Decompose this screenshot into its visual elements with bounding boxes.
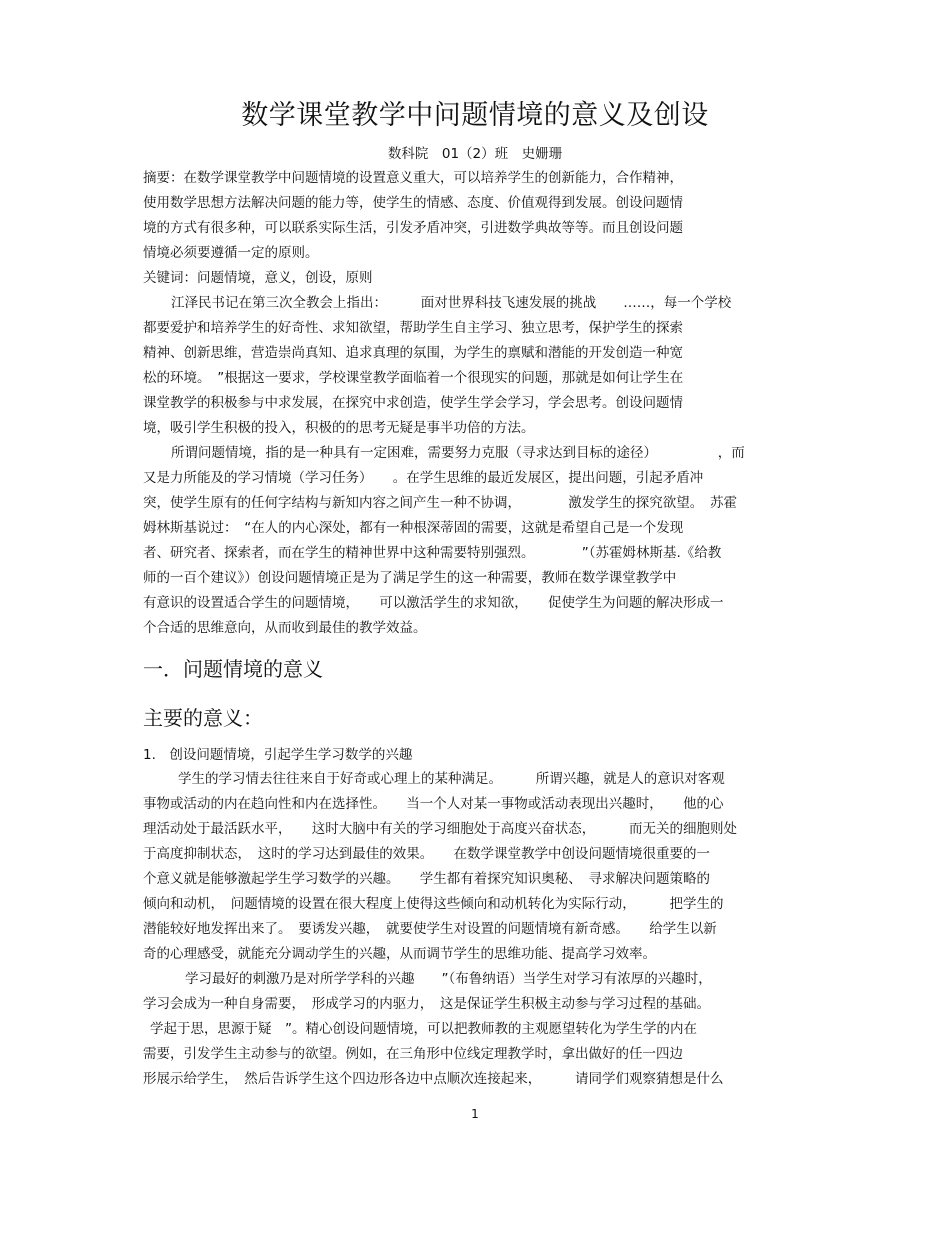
list-item-1-title: 1. 创设问题情境，引起学生学习数学的兴趣 — [143, 747, 413, 763]
paragraph-3-line-5: 个意义就是能够激起学生学习数学的兴趣。 学生都有着探究知识奥秘、 寻求解决问题策略的 — [143, 871, 710, 887]
paragraph-4-line-3: 学起于思，思源于疑 ”。精心创设问题情境，可以把教师教的主观愿望转化为学生学的内在 — [150, 1021, 697, 1037]
paragraph-3-line-1: 学生的学习情去往往来自于好奇或心理上的某种满足。 所谓兴趣，就是人的意识对客观 — [178, 771, 725, 787]
paragraph-4-line-4: 需要，引发学生主动参与的欲望。例如，在三角形中位线定理教学时，拿出做好的任一四边 — [143, 1046, 683, 1062]
abstract-line-4: 情境必须要遵循一定的原则。 — [143, 245, 319, 261]
paragraph-1-line-5: 课堂教学的积极参与中求发展，在探究中求创造，使学生学会学习，学会思考。创设问题情 — [143, 395, 683, 411]
paragraph-3-line-6: 倾向和动机， 问题情境的设置在很大程度上使得这些倾向和动机转化为实际行动， 把学生的 — [143, 896, 724, 912]
paragraph-3-line-3: 理活动处于最活跃水平， 这时大脑中有关的学习细胞处于高度兴奋状态， 而无关的细胞则处 — [143, 821, 737, 837]
paragraph-4-line-1: 学习最好的刺激乃是对所学学科的兴趣 ”（布鲁纳语）当学生对学习有浓厚的兴趣时， — [185, 971, 712, 987]
abstract-line-3: 境的方式有很多种，可以联系实际生活，引发矛盾冲突，引进数学典故等等。而且创设问题 — [143, 220, 683, 236]
paragraph-1-line-2: 都要爱护和培养学生的好奇性、求知欲望，帮助学生自主学习、独立思考，保护学生的探索 — [143, 320, 683, 336]
author-line: 数科院 01（2）班 史姗珊 — [387, 146, 563, 162]
paragraph-1-line-4: 松的环境。 ”根据这一要求，学校课堂教学面临着一个很现实的问题，那就是如何让学生在 — [143, 370, 684, 386]
abstract-line-1: 摘要：在数学课堂教学中问题情境的设置意义重大，可以培养学生的创新能力，合作精神， — [143, 170, 683, 186]
paragraph-2-line-4: 姆林斯基说过： “在人的内心深处，都有一种根深蒂固的需要，这就是希望自己是一个发现 — [143, 520, 684, 536]
paragraph-2-line-2: 又是力所能及的学习情境（学习任务） 。在学生思维的最近发展区，提出问题，引起矛盾冲 — [143, 470, 704, 486]
paragraph-3-line-2: 事物或活动的内在趋向性和内在选择性。 当一个人对某一事物或活动表现出兴趣时， 他的心 — [143, 796, 724, 812]
document-title: 数学课堂教学中问题情境的意义及创设 — [241, 100, 709, 131]
paragraph-1-line-3: 精神、创新思维，营造崇尚真知、追求真理的氛围，为学生的禀赋和潜能的开发创造一种宽 — [143, 345, 683, 361]
paragraph-2-line-6: 师的一百个建议》）创设问题情境正是为了满足学生的这一种需要，教师在数学课堂教学中 — [143, 570, 677, 586]
paragraph-1-line-6: 境，吸引学生积极的投入，积极的的思考无疑是事半功倍的方法。 — [143, 420, 535, 436]
subsection-heading: 主要的意义： — [143, 706, 263, 730]
paragraph-2-line-5: 者、研究者、探索者，而在学生的精神世界中这种需要特别强烈。 ”（苏霍姆林斯基.《给教 — [143, 545, 722, 561]
paragraph-3-line-7: 潜能较好地发挥出来了。 要诱发兴趣， 就要使学生对设置的问题情境有新奇感。 给学生以新 — [143, 921, 717, 937]
paragraph-2-line-3: 突，使学生原有的任何字结构与新知内容之间产生一种不协调， 激发学生的探究欲望。 苏霍 — [143, 495, 737, 511]
paragraph-3-line-4: 于高度抑制状态， 这时的学习达到最佳的效果。 在数学课堂教学中创设问题情境很重要的一 — [143, 846, 710, 862]
section-heading: 一．问题情境的意义 — [143, 657, 323, 681]
abstract-line-2: 使用数学思想方法解决问题的能力等，使学生的情感、态度、价值观得到发展。创设问题情 — [143, 195, 683, 211]
paragraph-2-line-1: 所谓问题情境，指的是一种具有一定困难，需要努力克服（寻求达到目标的途径） ，而 — [171, 445, 745, 461]
paragraph-3-line-8: 奇的心理感受，就能充分调动学生的兴趣，从而调节学生的思维功能、提高学习效率。 — [143, 946, 656, 962]
page-number: 1 — [471, 1107, 479, 1121]
paragraph-2-line-7: 有意识的设置适合学生的问题情境， 可以激活学生的求知欲， 促使学生为问题的解决形成一 — [143, 595, 724, 611]
paragraph-1-line-1: 江泽民书记在第三次全教会上指出： 面对世界科技飞速发展的挑战 ……，每一个学校 — [171, 295, 732, 311]
paragraph-2-line-8: 个合适的思维意向，从而收到最佳的教学效益。 — [143, 620, 427, 636]
keywords-line: 关键词：问题情境，意义，创设，原则 — [143, 270, 373, 286]
paragraph-4-line-5: 形展示给学生， 然后告诉学生这个四边形各边中点顺次连接起来， 请同学们观察猜想是什么 — [143, 1071, 724, 1087]
paragraph-4-line-2: 学习会成为一种自身需要， 形成学习的内驱力， 这是保证学生积极主动参与学习过程的基础。 — [143, 996, 710, 1012]
